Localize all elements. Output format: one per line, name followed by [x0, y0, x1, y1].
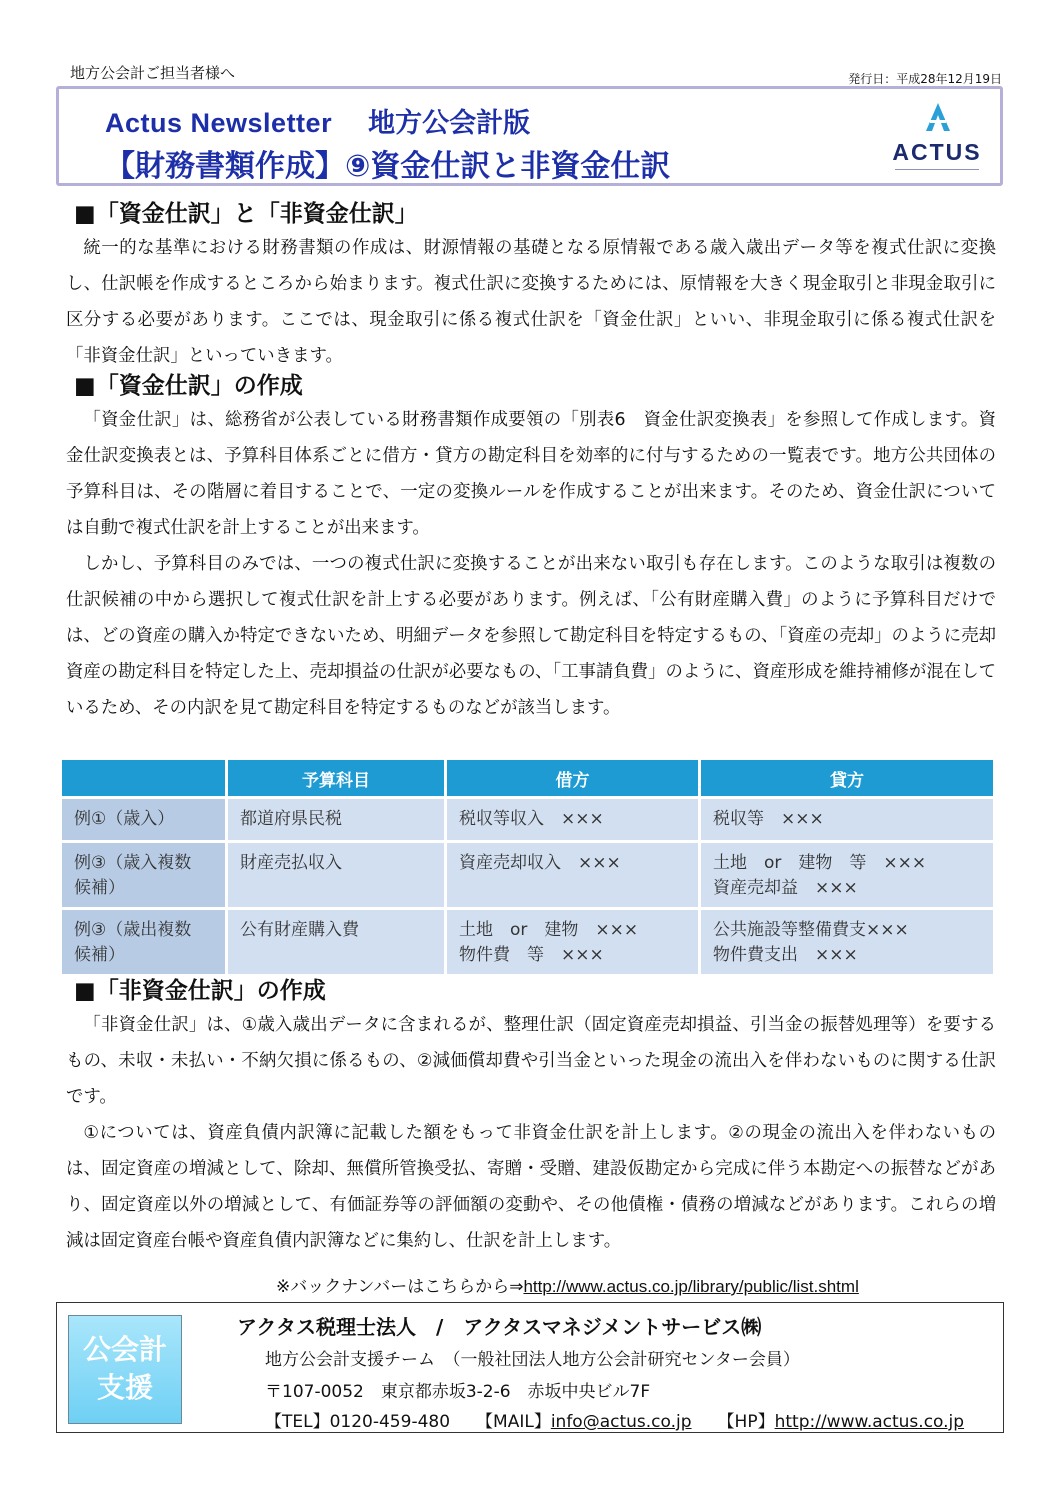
- support-badge: [68, 1315, 182, 1424]
- hp-link[interactable]: http://www.actus.co.jp: [774, 1412, 965, 1432]
- newsletter-name: Actus Newsletter: [105, 108, 333, 138]
- badge-line: 公会計: [82, 1333, 167, 1366]
- table-header-cell: 貸方: [701, 760, 993, 796]
- credit-cell: 税収等 ×××: [701, 796, 993, 840]
- backnumber-label: ※バックナンバーはこちらから⇒: [276, 1277, 524, 1297]
- paragraph: 「資金仕訳」は、総務省が公表している財務書類作成要領の「別表6 資金仕訳変換表」を参照して作成します。資金仕訳変換表とは、予算科目体系ごとに借方・貸方の勘定科目を効率的に付与するための一覧表です。地方公共団体の予算科目は、その階層に着目することで、一定の変換ルールを作成することが出来ます。そのため、資金仕訳については自動で複式仕訳を計上することが出来ます。: [66, 410, 996, 538]
- table-row: [62, 907, 993, 974]
- table-header-cell: 借方: [447, 760, 701, 796]
- section-heading: ■「資金仕訳」の作成: [74, 373, 303, 399]
- addressee: 地方公会計ご担当者様へ: [70, 64, 236, 82]
- budget-item: 財産売払収入: [228, 840, 447, 907]
- backnumber-link[interactable]: http://www.actus.co.jp/library/public/list.shtml: [523, 1277, 859, 1296]
- issue-date: 発行日：平成28年12月19日: [848, 72, 1002, 86]
- backnumber-note: [276, 1272, 859, 1297]
- newsletter-edition: 地方公会計版: [368, 108, 531, 139]
- row-label: 例③（歳出複数 候補）: [62, 907, 228, 974]
- section-noncash: [66, 975, 996, 1259]
- paragraph: しかし、予算科目のみでは、一つの複式仕訳に変換することが出来ない取引も存在します。このような取引は複数の仕訳候補の中から選択して複式仕訳を計上する必要があります。例えば、「公有財産購入費」のように予算科目だけでは、どの資産の購入か特定できないため、明細データを参照して勘定科目を特定するもの、「資産の売却」のように売却資産の勘定科目を特定した上、売却損益の仕訳が必要なもの、「工事請負費」のように、資産形成を維持補修が混在しているため、その内訳を見て勘定科目を特定するものなどが該当します。: [66, 554, 996, 718]
- credit-cell: 土地 or 建物 等 ××× 資産売却益 ×××: [701, 840, 993, 907]
- team-name: 地方公会計支援チーム （一般社団法人地方公会計研究センター会員）: [265, 1350, 800, 1370]
- actus-logo-mark-icon: [923, 101, 953, 133]
- table-header-row: [62, 760, 993, 796]
- table-row: [62, 840, 993, 907]
- title-subtitle: 【財務書類作成】⑨資金仕訳と非資金仕訳: [105, 149, 671, 184]
- paragraph: ①については、資産負債内訳簿に記載した額をもって非資金仕訳を計上します。②の現金の流出入を伴わないものは、固定資産の増減として、除却、無償所管換受払、寄贈・受贈、建設仮勘定から完成に伴う本勘定への振替などがあり、固定資産以外の増減として、有価証券等の評価額の変動や、その他債権・債務の増減などがあります。これらの増減は固定資産台帳や資産負債内訳簿などに集約し、仕訳を計上します。: [66, 1123, 996, 1251]
- paragraph: 「非資金仕訳」は、①歳入歳出データに含まれるが、整理仕訳（固定資産売却損益、引当金の振替処理等）を要するもの、未収・未払い・不納欠損に係るもの、②減価償却費や引当金といった現金の流出入を伴わないものに関する仕訳です。: [66, 1015, 996, 1107]
- credit-cell: 公共施設等整備費支××× 物件費支出 ×××: [701, 907, 993, 974]
- row-label: 例①（歳入）: [62, 796, 228, 840]
- actus-logo: [885, 97, 989, 179]
- corp-name: アクタス税理士法人 / アクタスマネジメントサービス㈱: [237, 1315, 762, 1339]
- contact-line: [265, 1407, 964, 1432]
- section-cash: [66, 370, 996, 726]
- actus-logo-tagline-line: [895, 169, 979, 176]
- paragraph: 統一的な基準における財務書類の作成は、財源情報の基礎となる原情報である歳入歳出データ等を複式仕訳に変換し、仕訳帳を作成するところから始まります。複式仕訳に変換するためには、原情報を大きく現金取引と非現金取引に区分する必要があります。ここでは、現金取引に係る複式仕訳を「資金仕訳」といい、非現金取引に係る複式仕訳を「非資金仕訳」といっていきます。: [66, 238, 996, 366]
- section-heading: ■「資金仕訳」と「非資金仕訳」: [74, 201, 418, 227]
- footer-contact-box: [56, 1302, 1004, 1433]
- debit-cell: 資産売却収入 ×××: [447, 840, 701, 907]
- office-address: 〒107-0052 東京都赤坂3-2-6 赤坂中央ビル7F: [265, 1382, 651, 1402]
- journal-example-table: [62, 760, 993, 974]
- mail-link[interactable]: info@actus.co.jp: [550, 1412, 692, 1432]
- mail-label: 【MAIL】: [476, 1412, 551, 1432]
- budget-item: 公有財産購入費: [228, 907, 447, 974]
- debit-cell: 税収等収入 ×××: [447, 796, 701, 840]
- tel: 【TEL】0120-459-480: [265, 1412, 451, 1432]
- hp-label: 【HP】: [717, 1412, 775, 1432]
- badge-line: 支援: [96, 1371, 153, 1404]
- table-row: [62, 796, 993, 840]
- table-header-cell: 予算科目: [228, 760, 447, 796]
- row-label: 例③（歳入複数 候補）: [62, 840, 228, 907]
- budget-item: 都道府県民税: [228, 796, 447, 840]
- section-intro: [66, 198, 996, 374]
- actus-logo-text: ACTUS: [892, 139, 982, 165]
- debit-cell: 土地 or 建物 ××× 物件費 等 ×××: [447, 907, 701, 974]
- table-header-cell: [62, 760, 228, 796]
- title-box: [56, 86, 1003, 186]
- section-heading: ■「非資金仕訳」の作成: [74, 978, 326, 1004]
- title-line1: [105, 101, 530, 140]
